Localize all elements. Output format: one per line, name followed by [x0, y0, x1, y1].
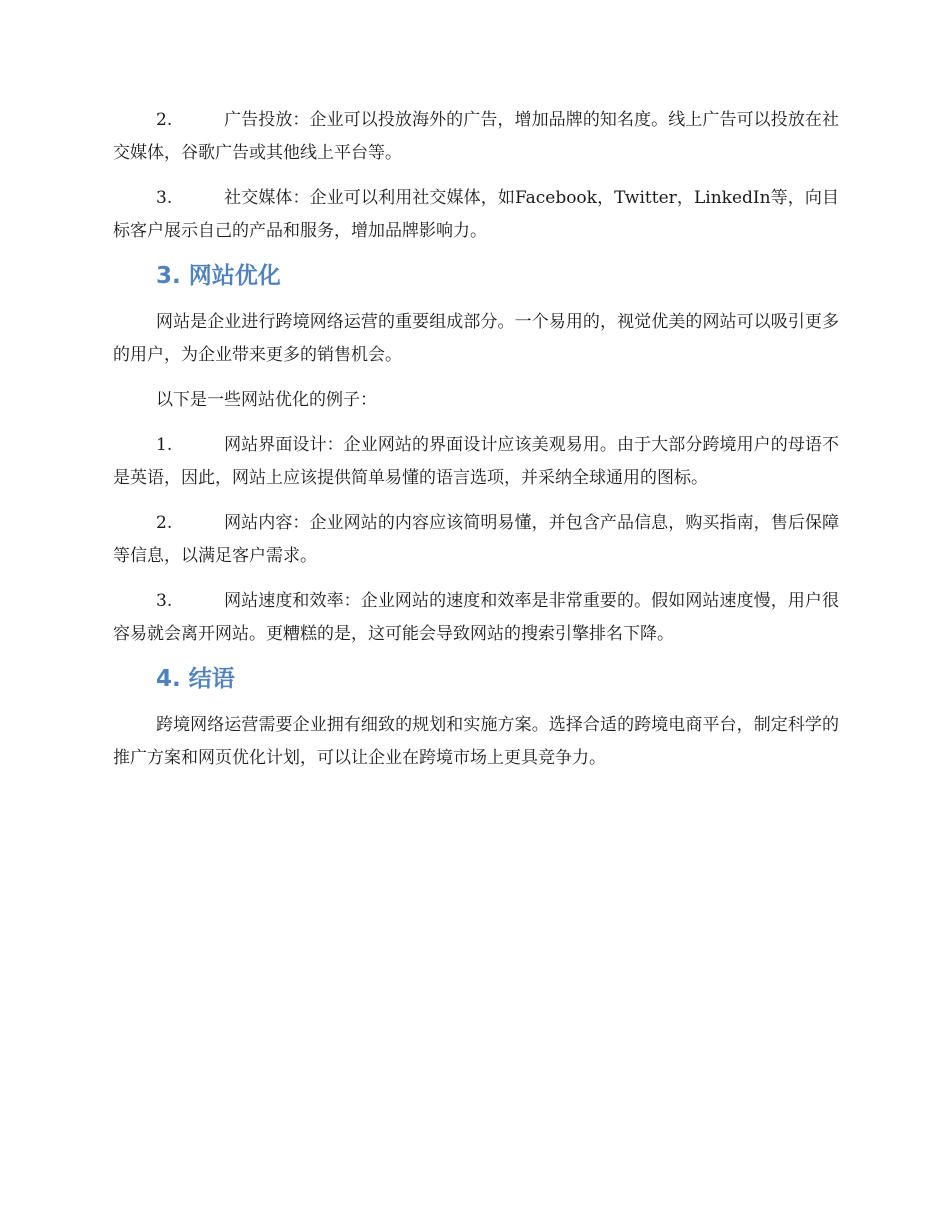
- list-item: [113, 585, 839, 651]
- list-item: [113, 507, 839, 573]
- list-text: 广告投放：企业可以投放海外的广告，增加品牌的知名度。线上广告可以投放在社交媒体，谷歌广告或其他线上平台等。: [113, 110, 839, 163]
- list-item: [113, 104, 839, 170]
- paragraph-conclusion: 跨境网络运营需要企业拥有细致的规划和实施方案。选择合适的跨境电商平台，制定科学的推广方案和网页优化计划，可以让企业在跨境市场上更具竞争力。: [113, 715, 839, 768]
- section-heading-conclusion: 4. 结语: [156, 666, 235, 692]
- list-text: 网站速度和效率：企业网站的速度和效率是非常重要的。假如网站速度慢，用户很容易就会离开网站。更糟糕的是，这可能会导致网站的搜索引擎排名下降。: [113, 591, 839, 644]
- list-number: 2.: [156, 110, 173, 130]
- list-number: 2.: [156, 513, 173, 533]
- list-number: 3.: [156, 188, 173, 208]
- paragraph-intro: 网站是企业进行跨境网络运营的重要组成部分。一个易用的，视觉优美的网站可以吸引更多的用户，为企业带来更多的销售机会。: [113, 312, 839, 365]
- list-item: [113, 182, 839, 248]
- list-text: 社交媒体：企业可以利用社交媒体，如Facebook，Twitter，LinkedIn等，向目标客户展示自己的产品和服务，增加品牌影响力。: [113, 188, 839, 241]
- list-text: 网站界面设计：企业网站的界面设计应该美观易用。由于大部分跨境用户的母语不是英语，因此，网站上应该提供简单易懂的语言选项，并采纳全球通用的图标。: [113, 435, 839, 488]
- paragraph-lead: 以下是一些网站优化的例子：: [156, 390, 377, 410]
- list-item: [113, 429, 839, 495]
- section-heading-website-optimization: 3. 网站优化: [156, 263, 281, 289]
- document-page: [113, 104, 839, 787]
- list-number: 1.: [156, 435, 173, 455]
- list-text: 网站内容：企业网站的内容应该简明易懂，并包含产品信息，购买指南，售后保障等信息，以满足客户需求。: [113, 513, 839, 566]
- list-number: 3.: [156, 591, 173, 611]
